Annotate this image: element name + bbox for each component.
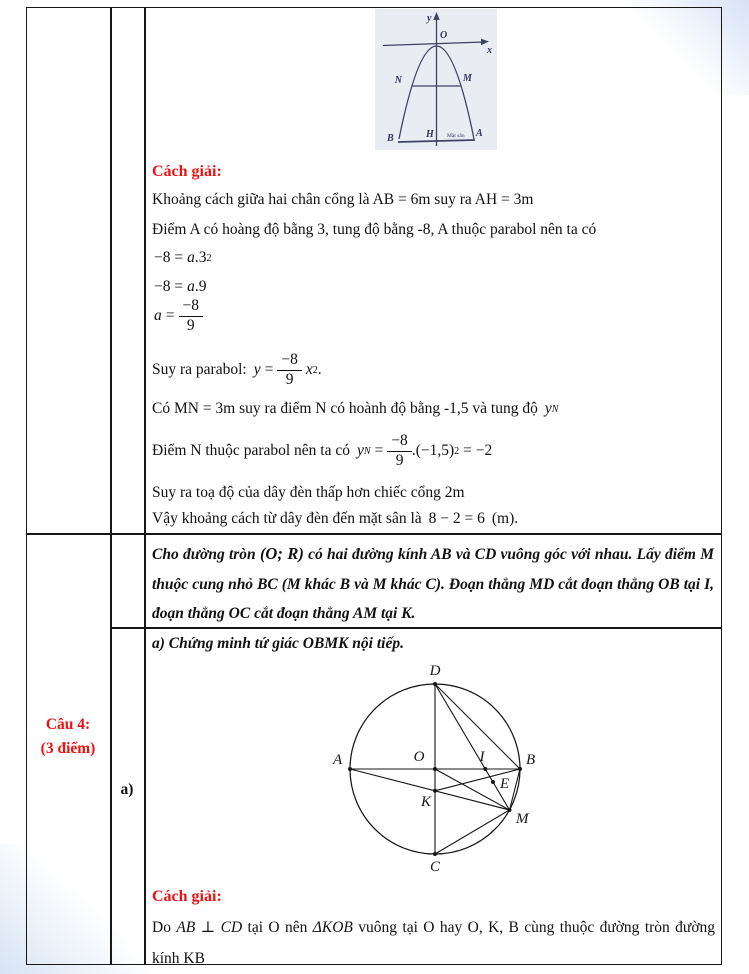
solution1-line1: Khoảng cách giữa hai chân cổng là AB = 6m suy ra AH = 3m (152, 191, 534, 208)
label-point-H: H (426, 129, 434, 140)
eq1-variable: a (187, 249, 195, 266)
label-point-B: B (387, 133, 394, 144)
solution2-text-2: tại O nên (247, 919, 308, 936)
point-I (483, 767, 487, 771)
label-x-axis: x (487, 45, 492, 56)
parabola-eq-denominator: 9 (285, 370, 294, 388)
line6-yN: y (357, 442, 364, 459)
eq3-denominator: 9 (186, 316, 195, 334)
equation-3 (154, 293, 203, 339)
parabola-eq-fraction (277, 352, 302, 388)
table-column-divider-2 (144, 7, 146, 965)
line6-yN-subscript: N (363, 445, 371, 457)
label-point-N: N (394, 75, 402, 86)
point-C (433, 852, 437, 856)
eq2-variable: a (187, 278, 195, 295)
solution2-text-1: Do (152, 919, 171, 936)
parabola-eq-x: x (305, 361, 313, 378)
solution2-math-perpendicular: AB ⊥ CD (176, 919, 243, 936)
line6-fraction (387, 433, 412, 469)
parabola-eq-period: . (317, 361, 322, 378)
eq1-lhs: −8 = (154, 249, 184, 266)
problem-circle-notation: (O; R) (259, 544, 304, 563)
solution2-math-triangle: ΔKOB (312, 919, 353, 936)
eq1-exponent: 2 (206, 252, 212, 264)
eq2-lhs: −8 = (154, 278, 184, 295)
circle-figure-svg (332, 658, 568, 876)
line5-text: Có MN = 3m suy ra điểm N có hoành độ bằng -1,5 và tung độ (152, 400, 538, 417)
line8-unit: (m). (491, 510, 519, 527)
line8-math: 8 − 2 = 6 (428, 510, 485, 527)
label-A: A (333, 752, 343, 768)
parabola-eq-y: y (253, 361, 261, 378)
label-D: D (429, 663, 441, 679)
eq1-rhs: .3 (194, 249, 207, 266)
parabola-figure-svg (375, 9, 497, 150)
part-a-title: a) Chứng minh tứ giác OBMK nội tiếp. (152, 635, 404, 652)
eq3-fraction (179, 298, 204, 334)
segment-OM (435, 769, 510, 810)
point-O (433, 767, 437, 771)
label-E: E (500, 776, 510, 792)
line6-exponent: 2 (454, 445, 460, 457)
parabola-figure (375, 9, 497, 155)
line6-factor: .(−1,5) (411, 442, 455, 459)
label-point-A: A (476, 128, 483, 139)
eq3-numerator: −8 (179, 298, 204, 317)
point-A (348, 767, 352, 771)
line6-text: Điểm N thuộc parabol nên ta có (152, 442, 350, 459)
point-E (491, 780, 495, 784)
point-M (508, 808, 512, 812)
point-K (433, 789, 437, 793)
line6-denominator: 9 (395, 451, 404, 469)
question-points: (3 điểm) (40, 740, 96, 757)
eq3-equals: = (165, 307, 175, 324)
label-O: O (413, 749, 425, 765)
label-K: K (420, 794, 432, 810)
eq2-rhs: .9 (194, 278, 207, 295)
solution2-text-3: vuông tại O hay O, K, B cùng thuộc đường tròn đường kính KB (152, 919, 716, 967)
label-B: B (526, 752, 536, 768)
solution1-line5 (152, 400, 558, 418)
chord-MC (435, 810, 510, 854)
problem-text-2: có hai đường kính AB và CD vuông góc với nhau. Lấy điểm M thuộc cung nhỏ BC (M khác B và M khác C). Đoạn thẳng MD cắt đoạn thẳng OB tại I, đoạn thẳng OC cắt đoạn thẳng AM tại K. (152, 546, 714, 622)
parabola-eq-numerator: −8 (277, 352, 302, 371)
point-D (433, 682, 437, 686)
label-origin: O (440, 30, 448, 41)
question-number-cell (26, 713, 110, 761)
table-row-divider-top (26, 533, 722, 535)
parabola-eq-equals: = (264, 361, 274, 378)
line6-result: = −2 (463, 442, 493, 459)
solution2-heading: Cách giải: (152, 888, 222, 905)
part-a-cell: a) (120, 781, 134, 798)
table-column-divider-1 (110, 7, 112, 965)
parabola-equation-line (152, 347, 322, 393)
chord-MB (510, 769, 521, 810)
solution2-paragraph (152, 913, 715, 974)
solution1-line2: Điểm A có hoàng độ bằng 3, tung độ bằng -8, A thuộc parabol nên ta có (152, 221, 597, 238)
problem-text-1: Cho đường tròn (152, 546, 256, 563)
label-C: C (429, 859, 441, 875)
problem-statement (152, 539, 714, 629)
parabola-eq-label: Suy ra parabol: (152, 361, 247, 378)
point-B (518, 767, 522, 771)
line6-equals: = (374, 442, 384, 459)
label-I: I (479, 749, 485, 765)
eq3-variable: a (154, 307, 162, 324)
parabola-eq-exponent: 2 (312, 364, 318, 376)
label-ground: Mặt sân (447, 133, 465, 139)
solution1-line8 (152, 510, 518, 528)
equation-1 (154, 249, 211, 267)
question-number: Câu 4: (45, 716, 91, 733)
line8-text: Vậy khoảng cách từ dây đèn đến mặt sân là (152, 510, 422, 527)
label-point-M: M (463, 73, 472, 84)
label-y-axis: y (427, 13, 432, 24)
line5-yN-subscript: N (551, 403, 559, 415)
line5-yN: y (544, 400, 552, 417)
solution1-line7: Suy ra toạ độ của dây đèn thấp hơn chiếc cổng 2m (152, 484, 465, 501)
label-M: M (516, 811, 529, 827)
solution1-line6 (152, 428, 492, 474)
solution1-heading: Cách giải: (152, 163, 222, 180)
line6-numerator: −8 (387, 433, 412, 452)
circle-figure (332, 658, 568, 881)
